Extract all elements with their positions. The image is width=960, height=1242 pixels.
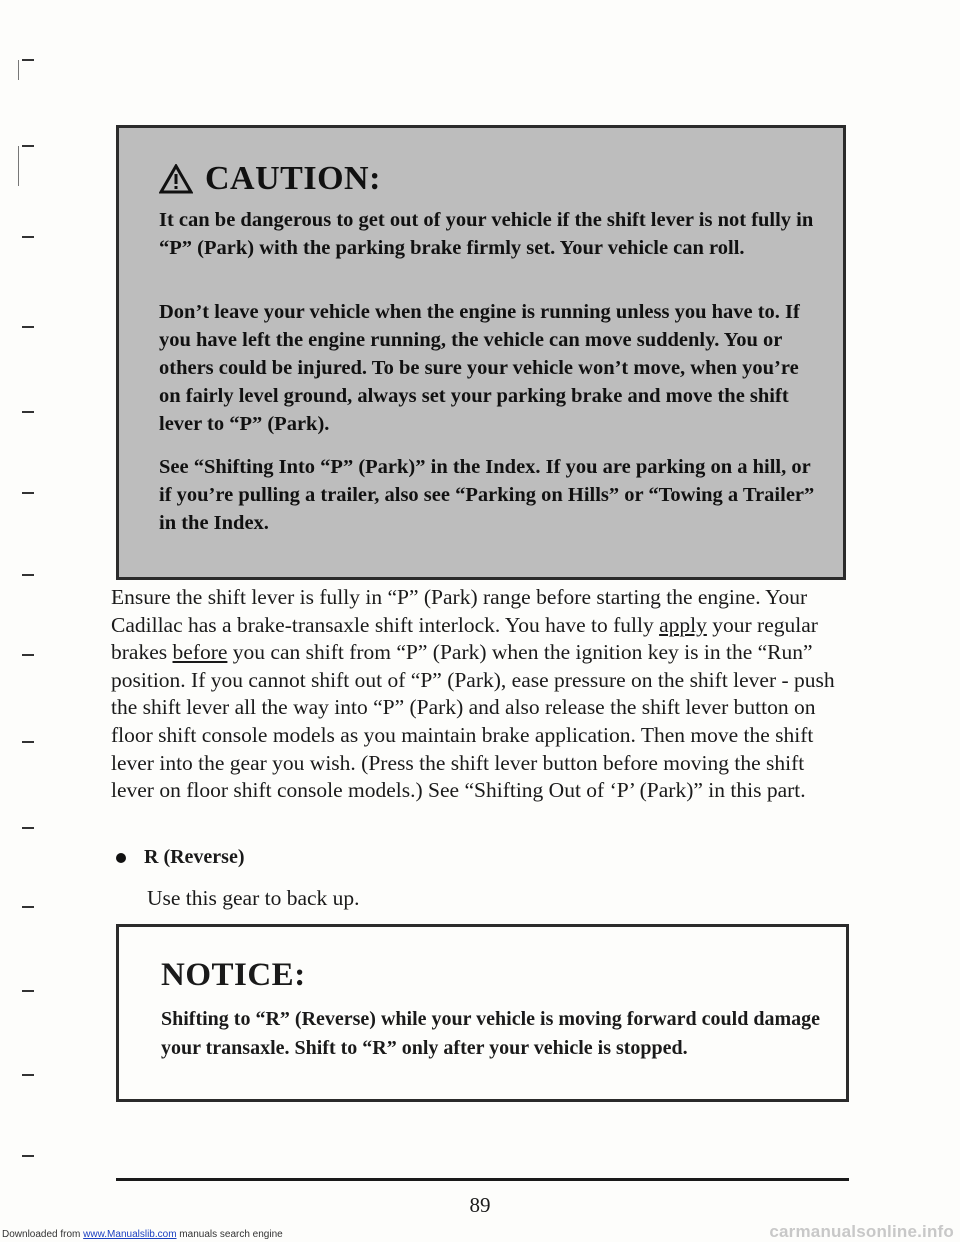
underlined-apply: apply bbox=[659, 612, 707, 637]
edge-tick bbox=[22, 741, 34, 743]
reverse-heading: R (Reverse) bbox=[144, 846, 245, 868]
caution-paragraph-3: See “Shifting Into “P” (Park)” in the Index. If you are parking on a hill, or if you’re pulling a trailer, also see “Parking on Hills” or “Towing a Trailer” in the Index. bbox=[159, 456, 815, 534]
caution-box bbox=[116, 125, 846, 580]
credit-suffix: manuals search engine bbox=[176, 1229, 283, 1240]
edge-line bbox=[18, 146, 19, 186]
reverse-bullet bbox=[116, 846, 245, 869]
edge-tick bbox=[22, 1155, 34, 1157]
notice-text: Shifting to “R” (Reverse) while your vehicle is moving forward could damage your transaxle. Shift to “R” only after your vehicle is stopped. bbox=[161, 1008, 821, 1059]
edge-tick bbox=[22, 492, 34, 494]
edge-tick bbox=[22, 654, 34, 656]
edge-tick bbox=[22, 990, 34, 992]
reverse-description: Use this gear to back up. bbox=[147, 886, 360, 910]
edge-tick bbox=[22, 574, 34, 576]
credit-prefix: Downloaded from bbox=[2, 1229, 84, 1240]
shift-interlock-paragraph bbox=[111, 584, 841, 805]
edge-line bbox=[18, 60, 19, 80]
edge-tick bbox=[22, 827, 34, 829]
notice-box bbox=[116, 924, 849, 1102]
caution-paragraph-1: It can be dangerous to get out of your vehicle if the shift lever is not fully in “P” (Park) with the parking brake firmly set. Your vehicle can roll. bbox=[159, 209, 814, 259]
edge-tick bbox=[22, 411, 34, 413]
paragraph-text: Ensure the shift lever is fully in “P” (Park) range before starting the engine. Your Cadillac has a brake-transaxle shift interlock. You have to fully bbox=[111, 585, 808, 637]
edge-tick bbox=[22, 236, 34, 238]
edge-tick bbox=[22, 906, 34, 908]
page-number: 89 bbox=[469, 1193, 491, 1217]
caution-title: CAUTION: bbox=[205, 160, 381, 197]
warning-triangle-icon bbox=[159, 164, 193, 194]
caution-paragraph-2: Don’t leave your vehicle when the engine is running unless you have to. If you have left the engine running, the vehicle can move suddenly. You or others could be injured. To be sure your vehicle won’t move, when you’re on fairly level ground, always set your parking brake and move the shift lever to “P” (Park). bbox=[159, 301, 800, 435]
edge-tick bbox=[22, 1074, 34, 1076]
bullet-dot-icon bbox=[116, 853, 126, 863]
paragraph-text: you can shift from “P” (Park) when the ignition key is in the “Run” position. If you cannot shift out of “P” (Park), ease pressure on the shift lever - push the shift lever all the way into “P” (Park) and also release the shift lever button on floor shift console models as you maintain brake application. Then move the shift lever into the gear you wish. (Press the shift lever button before moving the shift lever on floor shift console models.) See “Shifting Out of ‘P’ (Park)” in this part. bbox=[111, 640, 835, 803]
manualslib-link[interactable]: www.Manualslib.com bbox=[83, 1229, 177, 1240]
edge-tick bbox=[22, 326, 34, 328]
edge-tick bbox=[22, 145, 34, 147]
underlined-before: before bbox=[172, 640, 228, 665]
paragraph-text: your regular brakes bbox=[111, 612, 818, 665]
footer-rule bbox=[116, 1178, 849, 1181]
download-credit bbox=[2, 1229, 283, 1240]
notice-title: NOTICE: bbox=[161, 957, 306, 993]
edge-tick bbox=[22, 59, 34, 61]
caution-heading bbox=[159, 160, 381, 198]
watermark: carmanualsonline.info bbox=[769, 1222, 954, 1241]
